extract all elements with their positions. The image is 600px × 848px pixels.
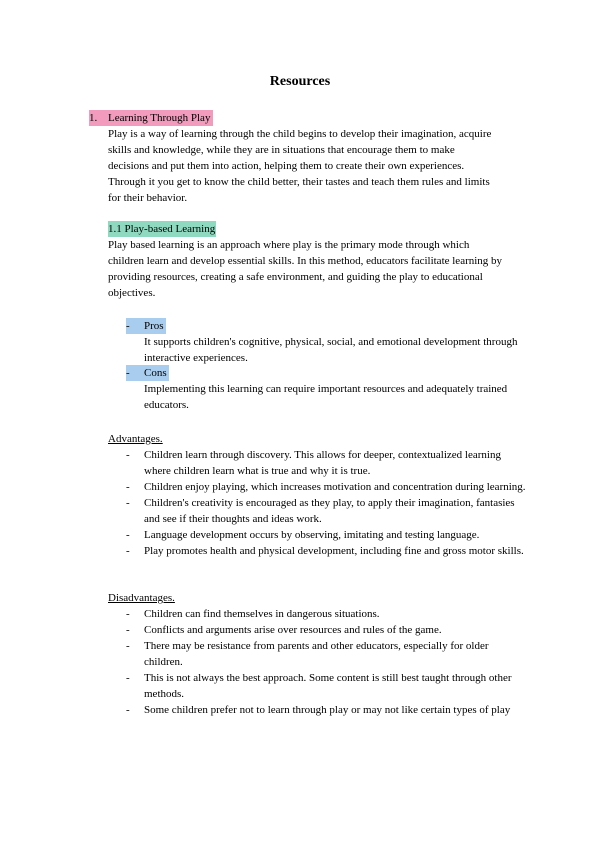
pros-label-text: Pros	[144, 320, 164, 332]
list-item-text: Language development occurs by observing, imitating and testing language.	[144, 529, 480, 541]
section-number: 1.	[89, 112, 98, 124]
bullet-dash: -	[126, 640, 130, 652]
bullet-dash: -	[126, 497, 130, 509]
disadvantages-heading: Disadvantages.	[108, 592, 175, 604]
list-item	[126, 622, 526, 638]
list-item-text: Some children prefer not to learn through play or may not like certain types of play	[144, 704, 511, 716]
list-item-text: There may be resistance from parents and other educators, especially for older children.	[144, 640, 489, 668]
advantages-list	[126, 447, 526, 559]
cons-description: Implementing this learning can require important resources and adequately trained educators.	[144, 383, 508, 411]
bullet-dash: -	[126, 624, 130, 636]
section-heading-learning-through-play	[89, 110, 213, 126]
list-item-text: Conflicts and arguments arise over resources and rules of the game.	[144, 624, 442, 636]
subsection-heading-play-based-learning: 1.1 Play-based Learning	[108, 223, 216, 235]
list-item-text: This is not always the best approach. Some content is still best taught through other methods.	[144, 672, 512, 700]
pros-description: It supports children's cognitive, physical, social, and emotional development through interactive experiences.	[144, 336, 518, 364]
cons-label	[126, 365, 169, 381]
list-item-text: Children's creativity is encouraged as they play, to apply their imagination, fantasies and see if their thoughts and ideas work.	[144, 497, 515, 525]
bullet-dash: -	[126, 449, 130, 461]
bullet-dash: -	[126, 320, 130, 332]
list-item	[126, 638, 526, 670]
bullet-dash: -	[126, 529, 130, 541]
list-item-text: Play promotes health and physical development, including fine and gross motor skills.	[144, 545, 524, 557]
bullet-dash: -	[126, 367, 130, 379]
list-item	[126, 543, 526, 559]
list-item	[126, 447, 526, 479]
cons-label-text: Cons	[144, 367, 167, 379]
bullet-dash: -	[126, 608, 130, 620]
list-item	[126, 527, 526, 543]
bullet-dash: -	[126, 704, 130, 716]
pros-label	[126, 318, 166, 334]
list-item	[126, 606, 526, 622]
subsection-paragraph: Play based learning is an approach where play is the primary mode through which children learn and develop essential skills. In this method, educators facilitate learning by providing resources, creating a safe environment, and guiding the play to educational objectives.	[108, 239, 503, 299]
list-item	[126, 702, 526, 718]
list-item-text: Children can find themselves in dangerous situations.	[144, 608, 380, 620]
bullet-dash: -	[126, 672, 130, 684]
list-item-text: Children enjoy playing, which increases motivation and concentration during learning.	[144, 481, 526, 493]
advantages-heading: Advantages.	[108, 433, 163, 445]
list-item	[126, 479, 526, 495]
bullet-dash: -	[126, 545, 130, 557]
disadvantages-list	[126, 606, 526, 718]
list-item-text: Children learn through discovery. This allows for deeper, contextualized learning where children learn what is true and why it is true.	[144, 449, 501, 477]
list-item	[126, 495, 526, 527]
list-item	[126, 670, 526, 702]
section-heading-text: Learning Through Play	[108, 112, 211, 124]
section-paragraph: Play is a way of learning through the child begins to develop their imagination, acquire skills and knowledge, while they are in situations that encourage them to make decisions and put them into action, helping them to create their own experiences. Through it you get to know the child better, their tastes and teach them rules and limits for their behavior.	[108, 128, 492, 204]
bullet-dash: -	[126, 481, 130, 493]
page-title: Resources	[269, 74, 331, 89]
